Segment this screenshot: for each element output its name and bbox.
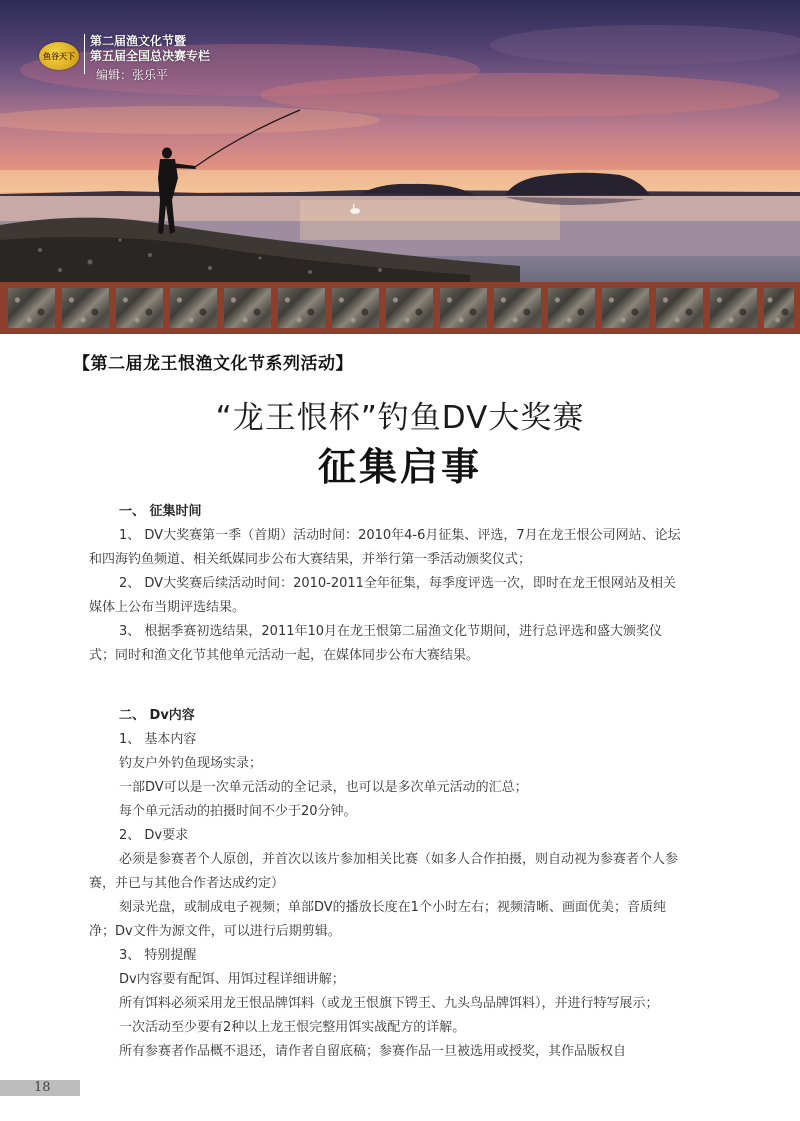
paragraph: 2、 DV大奖赛后续活动时间：2010-2011全年征集，每季度评选一次，即时在龙王恨网站及相关媒体上公布当期评选结果。 [89,576,676,615]
film-frame [548,288,595,328]
film-frame [224,288,271,328]
film-frame [602,288,649,328]
section-heading: 二、 Dv内容 [119,708,195,723]
paragraph: 钓友户外钓鱼现场实录； [119,756,263,771]
article-body [89,500,685,1064]
film-frame [440,288,487,328]
film-frame [170,288,217,328]
paragraph: 1、 DV大奖赛第一季（首期）活动时间：2010年4-6月征集、评选，7月在龙王恨公司网站、论坛和四海钓鱼频道、相关纸媒同步公布大赛结果，并举行第一季活动颁奖仪式； [89,528,681,567]
subsection-heading: 2、 Dv要求 [119,828,189,843]
article-subtitle: 征集启事 [317,445,482,489]
column-title [90,34,210,64]
header-photo [0,0,800,282]
column-title-line1: 第二届渔文化节暨 [90,34,187,48]
film-frame [62,288,109,328]
column-title-line2: 第五届全国总决赛专栏 [90,49,211,63]
paragraph: 刻录光盘，或制成电子视频；单部DV的播放长度在1个小时左右；视频清晰、画面优美；音质纯净；Dv文件为源文件，可以进行后期剪辑。 [89,900,666,939]
paragraph: Dv内容要有配饵、用饵过程详细讲解； [119,972,345,987]
logo-badge: 鱼谷天下 [39,42,79,70]
film-frame [332,288,379,328]
film-frame [116,288,163,328]
spacer [89,668,685,704]
film-frame [764,288,794,328]
film-frame [710,288,757,328]
film-frame [8,288,55,328]
subsection-heading: 1、 基本内容 [119,732,197,747]
paragraph: 所有参赛者作品概不退还，请作者自留底稿；参赛作品一旦被选用或授奖，其作品版权自 [119,1044,627,1059]
paragraph: 所有饵料必须采用龙王恨品牌饵料（或龙王恨旗下锷王、九头鸟品牌饵料），并进行特写展示； [119,996,659,1011]
paragraph: 一部DV可以是一次单元活动的全记录，也可以是多次单元活动的汇总； [119,780,528,795]
page-number: 18 [34,1080,51,1095]
editor-credit: 编辑：张乐平 [96,68,169,82]
section-heading: 一、 征集时间 [119,504,202,519]
paragraph: 一次活动至少要有2种以上龙王恨完整用饵实战配方的详解。 [119,1020,466,1035]
film-frame [656,288,703,328]
article-title: “龙王恨杯”钓鱼DV大奖赛 [215,400,585,436]
header-divider [84,34,85,74]
series-tag: 【第二届龙王恨渔文化节系列活动】 [73,354,353,374]
film-frame [278,288,325,328]
paragraph: 3、 根据季赛初选结果，2011年10月在龙王恨第二届渔文化节期间，进行总评选和盛大颁奖仪式；同时和渔文化节其他单元活动一起，在媒体同步公布大赛结果。 [89,624,663,663]
film-frame [494,288,541,328]
film-frame [386,288,433,328]
subsection-heading: 3、 特别提醒 [119,948,197,963]
paragraph: 必须是参赛者个人原创，并首次以该片参加相关比赛（如多人合作拍摄，则自动视为参赛者个人参赛，并已与其他合作者达成约定） [89,852,679,891]
paragraph: 每个单元活动的拍摄时间不少于20分钟。 [119,804,357,819]
film-strip [0,282,800,334]
